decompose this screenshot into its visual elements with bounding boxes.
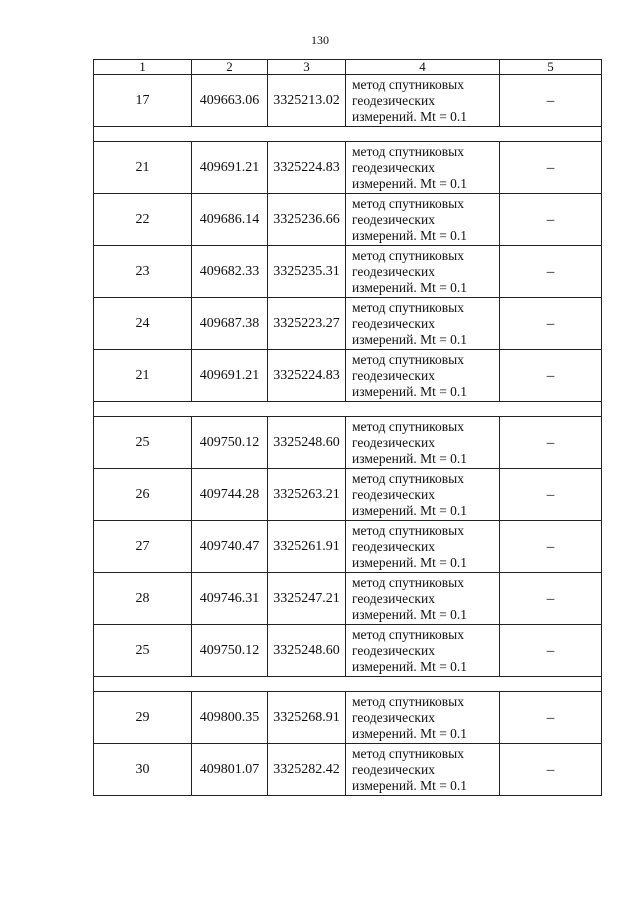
- method-cell: метод спутниковых геодезических измерений. Mt = 0.1: [346, 246, 500, 298]
- point-number-cell: 22: [94, 194, 192, 246]
- y-coordinate-cell: 3325235.31: [268, 246, 346, 298]
- point-number-cell: 24: [94, 298, 192, 350]
- table-row: [94, 625, 602, 677]
- description-cell: –: [500, 625, 602, 677]
- table-header-row: [94, 60, 602, 75]
- table-row: [94, 75, 602, 127]
- y-coordinate-cell: 3325224.83: [268, 350, 346, 402]
- description-cell: –: [500, 573, 602, 625]
- description-cell: –: [500, 692, 602, 744]
- y-coordinate-cell: 3325261.91: [268, 521, 346, 573]
- x-coordinate-cell: 409691.21: [192, 350, 268, 402]
- table-row: [94, 573, 602, 625]
- section-separator-row: [94, 127, 602, 142]
- x-coordinate-cell: 409750.12: [192, 417, 268, 469]
- y-coordinate-cell: 3325213.02: [268, 75, 346, 127]
- method-cell: метод спутниковых геодезических измерений. Mt = 0.1: [346, 350, 500, 402]
- method-cell: метод спутниковых геодезических измерений. Mt = 0.1: [346, 298, 500, 350]
- table-row: [94, 417, 602, 469]
- description-cell: –: [500, 246, 602, 298]
- x-coordinate-cell: 409663.06: [192, 75, 268, 127]
- coordinates-table: [93, 59, 602, 796]
- y-coordinate-cell: 3325268.91: [268, 692, 346, 744]
- column-header-2: 2: [192, 60, 268, 75]
- point-number-cell: 21: [94, 142, 192, 194]
- x-coordinate-cell: 409686.14: [192, 194, 268, 246]
- y-coordinate-cell: 3325263.21: [268, 469, 346, 521]
- point-number-cell: 17: [94, 75, 192, 127]
- description-cell: –: [500, 142, 602, 194]
- point-number-cell: 28: [94, 573, 192, 625]
- table-row: [94, 744, 602, 796]
- x-coordinate-cell: 409744.28: [192, 469, 268, 521]
- method-cell: метод спутниковых геодезических измерений. Mt = 0.1: [346, 417, 500, 469]
- method-cell: метод спутниковых геодезических измерений. Mt = 0.1: [346, 469, 500, 521]
- table-row: [94, 142, 602, 194]
- table-row: [94, 469, 602, 521]
- column-header-3: 3: [268, 60, 346, 75]
- description-cell: –: [500, 521, 602, 573]
- page-number: 130: [311, 33, 329, 47]
- table-row: [94, 194, 602, 246]
- point-number-cell: 25: [94, 625, 192, 677]
- x-coordinate-cell: 409746.31: [192, 573, 268, 625]
- column-header-1: 1: [94, 60, 192, 75]
- separator-cell: [94, 677, 602, 692]
- point-number-cell: 30: [94, 744, 192, 796]
- x-coordinate-cell: 409750.12: [192, 625, 268, 677]
- separator-cell: [94, 402, 602, 417]
- y-coordinate-cell: 3325248.60: [268, 625, 346, 677]
- method-cell: метод спутниковых геодезических измерений. Mt = 0.1: [346, 142, 500, 194]
- section-separator-row: [94, 402, 602, 417]
- point-number-cell: 29: [94, 692, 192, 744]
- y-coordinate-cell: 3325236.66: [268, 194, 346, 246]
- table-row: [94, 521, 602, 573]
- table-body: [94, 60, 602, 796]
- description-cell: –: [500, 350, 602, 402]
- x-coordinate-cell: 409687.38: [192, 298, 268, 350]
- method-cell: метод спутниковых геодезических измерений. Mt = 0.1: [346, 744, 500, 796]
- method-cell: метод спутниковых геодезических измерений. Mt = 0.1: [346, 194, 500, 246]
- table-row: [94, 692, 602, 744]
- description-cell: –: [500, 469, 602, 521]
- point-number-cell: 21: [94, 350, 192, 402]
- point-number-cell: 23: [94, 246, 192, 298]
- description-cell: –: [500, 75, 602, 127]
- table-row: [94, 350, 602, 402]
- x-coordinate-cell: 409801.07: [192, 744, 268, 796]
- section-separator-row: [94, 677, 602, 692]
- method-cell: метод спутниковых геодезических измерений. Mt = 0.1: [346, 75, 500, 127]
- method-cell: метод спутниковых геодезических измерений. Mt = 0.1: [346, 521, 500, 573]
- method-cell: метод спутниковых геодезических измерений. Mt = 0.1: [346, 692, 500, 744]
- y-coordinate-cell: 3325247.21: [268, 573, 346, 625]
- method-cell: метод спутниковых геодезических измерений. Mt = 0.1: [346, 573, 500, 625]
- x-coordinate-cell: 409682.33: [192, 246, 268, 298]
- y-coordinate-cell: 3325223.27: [268, 298, 346, 350]
- method-cell: метод спутниковых геодезических измерений. Mt = 0.1: [346, 625, 500, 677]
- separator-cell: [94, 127, 602, 142]
- point-number-cell: 26: [94, 469, 192, 521]
- x-coordinate-cell: 409691.21: [192, 142, 268, 194]
- point-number-cell: 25: [94, 417, 192, 469]
- table-row: [94, 298, 602, 350]
- description-cell: –: [500, 744, 602, 796]
- column-header-5: 5: [500, 60, 602, 75]
- x-coordinate-cell: 409740.47: [192, 521, 268, 573]
- x-coordinate-cell: 409800.35: [192, 692, 268, 744]
- description-cell: –: [500, 417, 602, 469]
- description-cell: –: [500, 298, 602, 350]
- y-coordinate-cell: 3325248.60: [268, 417, 346, 469]
- y-coordinate-cell: 3325224.83: [268, 142, 346, 194]
- column-header-4: 4: [346, 60, 500, 75]
- y-coordinate-cell: 3325282.42: [268, 744, 346, 796]
- description-cell: –: [500, 194, 602, 246]
- table-row: [94, 246, 602, 298]
- point-number-cell: 27: [94, 521, 192, 573]
